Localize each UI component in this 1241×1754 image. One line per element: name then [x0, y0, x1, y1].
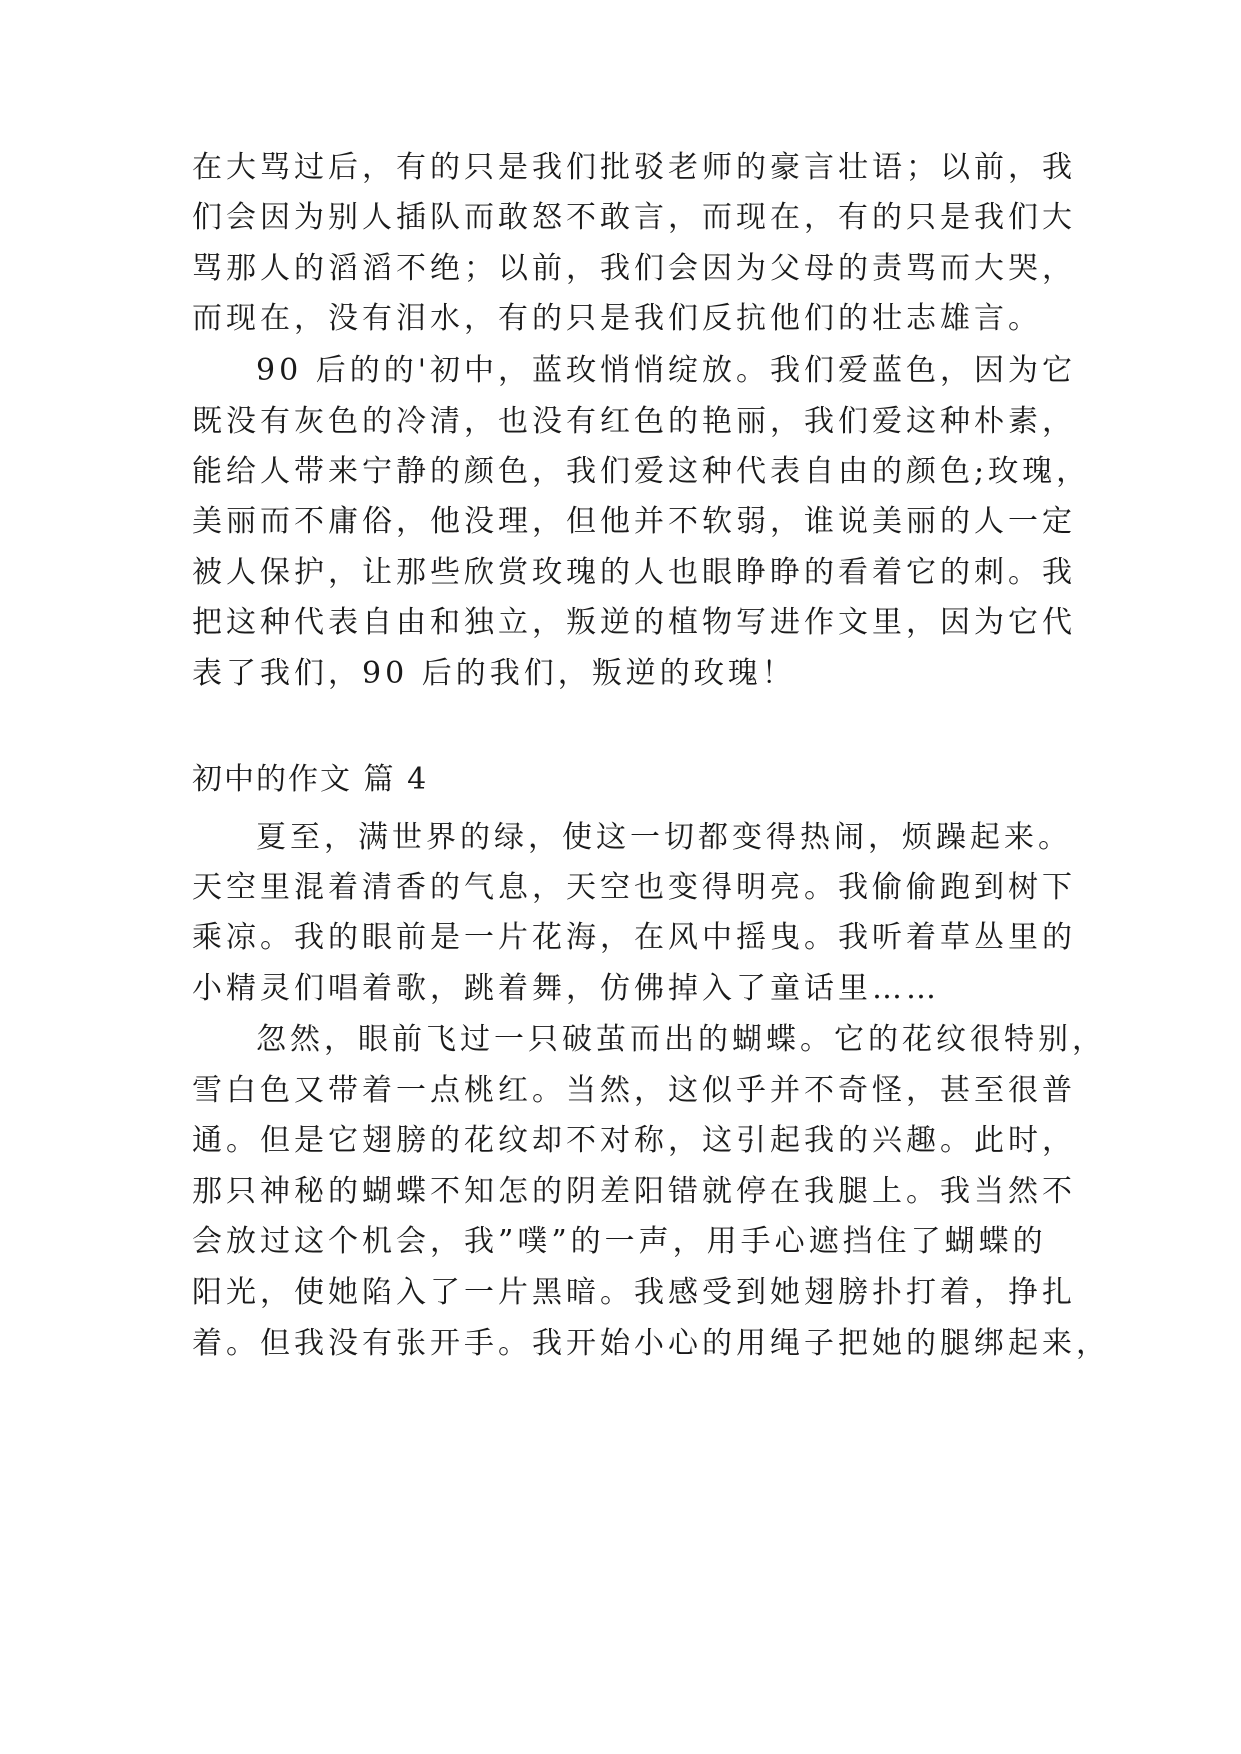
text-line: 在大骂过后，有的只是我们批驳老师的豪言壮语；以前，我 [192, 150, 1076, 185]
text-line: 忽然，眼前飞过一只破茧而出的蝴蝶。它的花纹很特别， [256, 1022, 1106, 1057]
section-heading: 初中的作文 篇 4 [192, 762, 429, 797]
text-line: 乘凉。我的眼前是一片花海，在风中摇曳。我听着草丛里的 [192, 920, 1076, 955]
text-line: 小精灵们唱着歌，跳着舞，仿佛掉入了童话里…… [192, 971, 940, 1006]
text-line: 把这种代表自由和独立，叛逆的植物写进作文里，因为它代 [192, 605, 1076, 640]
text-line: 着。但我没有张开手。我开始小心的用绳子把她的腿绑起来， [192, 1326, 1110, 1361]
text-line: 既没有灰色的冷清，也没有红色的艳丽，我们爱这种朴素， [192, 404, 1076, 439]
text-line: 90 后的的'初中，蓝玫悄悄绽放。我们爱蓝色，因为它 [256, 353, 1076, 388]
text-line: 那只神秘的蝴蝶不知怎的阴差阳错就停在我腿上。我当然不 [192, 1174, 1076, 1209]
text-line: 能给人带来宁静的颜色，我们爱这种代表自由的颜色;玫瑰， [192, 454, 1091, 489]
text-line: 会放过这个机会，我”噗”的一声，用手心遮挡住了蝴蝶的 [192, 1224, 1047, 1259]
text-line: 被人保护，让那些欣赏玫瑰的人也眼睁睁的看着它的刺。我 [192, 555, 1076, 590]
text-line: 而现在，没有泪水，有的只是我们反抗他们的壮志雄言。 [192, 301, 1042, 336]
text-line: 骂那人的滔滔不绝；以前，我们会因为父母的责骂而大哭， [192, 251, 1076, 286]
text-line: 雪白色又带着一点桃红。当然，这似乎并不奇怪，甚至很普 [192, 1073, 1076, 1108]
text-line: 阳光，使她陷入了一片黑暗。我感受到她翅膀扑打着，挣扎 [192, 1275, 1076, 1310]
text-line: 夏至，满世界的绿，使这一切都变得热闹，烦躁起来。 [256, 820, 1072, 855]
text-line: 通。但是它翅膀的花纹却不对称，这引起我的兴趣。此时， [192, 1123, 1076, 1158]
text-line: 表了我们，90 后的我们，叛逆的玫瑰！ [192, 656, 796, 691]
text-line: 们会因为别人插队而敢怒不敢言，而现在，有的只是我们大 [192, 200, 1076, 235]
text-line: 天空里混着清香的气息，天空也变得明亮。我偷偷跑到树下 [192, 870, 1076, 905]
text-line: 美丽而不庸俗，他没理，但他并不软弱，谁说美丽的人一定 [192, 504, 1076, 539]
